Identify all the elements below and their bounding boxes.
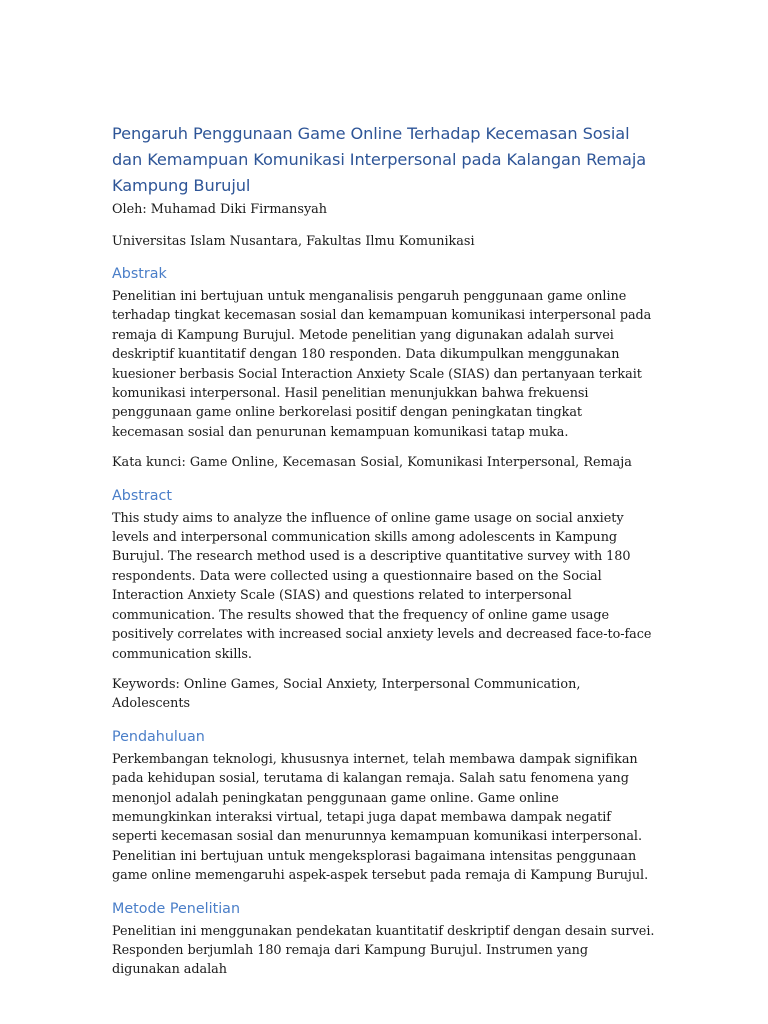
section-heading-metode: Metode Penelitian bbox=[112, 900, 241, 917]
affiliation-line: Universitas Islam Nusantara, Fakultas Ilmu Komunikasi bbox=[112, 233, 475, 249]
section-abstract bbox=[112, 485, 656, 714]
pendahuluan-paragraph: Perkembangan teknologi, khususnya internet, telah membawa dampak signifikan pada kehidupan sosial, terutama di kalangan remaja. Salah satu fenomena yang menonjol adalah peningkatan penggunaan game online. Game online memungkinkan interaksi virtual, tetapi juga dapat membawa dampak negatif seperti kecemasan sosial dan menurunnya kemampuan komunikasi interpersonal. Penelitian ini bertujuan untuk mengeksplorasi bagaimana intensitas penggunaan game online memengaruhi aspek-aspek tersebut pada remaja di Kampung Burujul. bbox=[112, 751, 649, 884]
metode-paragraph: Penelitian ini menggunakan pendekatan kuantitatif deskriptif dengan desain survei. Responden berjumlah 180 remaja dari Kampung Burujul. Instrumen yang digunakan adalah bbox=[112, 923, 655, 978]
section-heading-pendahuluan: Pendahuluan bbox=[112, 728, 205, 745]
abstract-paragraph: This study aims to analyze the influence of online game usage on social anxiety levels and interpersonal communication skills among adolescents in Kampung Burujul. The research method used is a descriptive quantitative survey with 180 respondents. Data were collected using a questionnaire based on the Social Interaction Anxiety Scale (SIAS) and questions related to interpersonal communication. The results showed that the frequency of online game usage positively correlates with increased social anxiety levels and decreased face-to-face communication skills. bbox=[112, 510, 652, 662]
document-title: Pengaruh Penggunaan Game Online Terhadap Kecemasan Sosial dan Kemampuan Komunikasi Interpersonal pada Kalangan Remaja Kampung Burujul bbox=[112, 124, 647, 195]
abstrak-keywords: Kata kunci: Game Online, Kecemasan Sosial, Komunikasi Interpersonal, Remaja bbox=[112, 455, 632, 471]
section-heading-abstract: Abstract bbox=[112, 487, 173, 504]
abstract-keywords: Keywords: Online Games, Social Anxiety, Interpersonal Communication, Adolescents bbox=[112, 676, 581, 712]
author-line: Oleh: Muhamad Diki Firmansyah bbox=[112, 202, 328, 217]
section-metode bbox=[112, 898, 656, 980]
abstrak-paragraph: Penelitian ini bertujuan untuk menganalisis pengaruh penggunaan game online terhadap tingkat kecemasan sosial dan kemampuan komunikasi interpersonal pada remaja di Kampung Burujul. Metode penelitian yang digunakan adalah survei deskriptif kuantitatif dengan 180 responden. Data dikumpulkan menggunakan kuesioner berbasis Social Interaction Anxiety Scale (SIAS) dan pertanyaan terkait komunikasi interpersonal. Hasil penelitian menunjukkan bahwa frekuensi penggunaan game online berkorelasi positif dengan peningkatan tingkat kecemasan sosial dan penurunan kemampuan komunikasi tatap muka. bbox=[112, 289, 652, 440]
section-pendahuluan bbox=[112, 726, 656, 886]
section-heading-abstrak: Abstrak bbox=[112, 266, 167, 282]
section-abstrak bbox=[112, 263, 656, 473]
